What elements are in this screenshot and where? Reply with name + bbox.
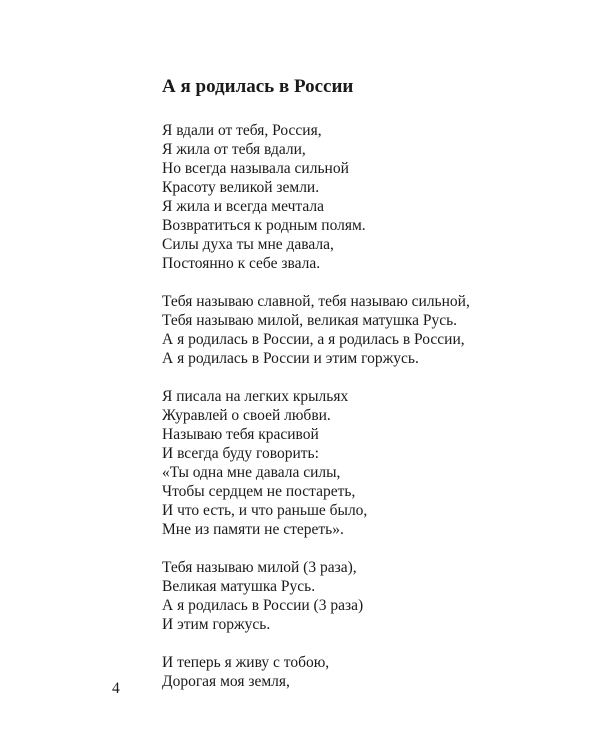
poem-body: [162, 121, 562, 710]
poem-line: Возвратиться к родным полям.: [162, 217, 366, 234]
page-number: 4: [112, 680, 120, 697]
stanza: [162, 121, 562, 273]
stanza: [162, 387, 562, 539]
poem-line: Тебя называю милой, великая матушка Русь.: [162, 312, 458, 329]
poem-line: И теперь я живу с тобою,: [162, 654, 330, 671]
poem-line: И этим горжусь.: [162, 616, 271, 633]
poem-line: Мне из памяти не стереть».: [162, 521, 344, 538]
poem-line: «Ты одна мне давала силы,: [162, 464, 341, 481]
poem-line: Тебя называю славной, тебя называю сильной,: [162, 293, 470, 310]
poem-line: А я родилась в России, а я родилась в России,: [162, 331, 465, 348]
poem-line: Я вдали от тебя, Россия,: [162, 122, 322, 139]
poem-line: Великая матушка Русь.: [162, 578, 316, 595]
poem-line: И что есть, и что раньше было,: [162, 502, 368, 519]
poem-line: Силы духа ты мне давала,: [162, 236, 334, 253]
poem-line: И всегда буду говорить:: [162, 445, 319, 462]
poem-line: А я родилась в России и этим горжусь.: [162, 350, 419, 367]
poem-line: А я родилась в России (3 раза): [162, 597, 364, 614]
poem-line: Журавлей о своей любви.: [162, 407, 331, 424]
poem-line: Я писала на легких крыльях: [162, 388, 349, 405]
poem-title: А я родилась в России: [162, 76, 354, 97]
stanza: [162, 653, 562, 691]
poem-line: Постоянно к себе звала.: [162, 255, 321, 272]
stanza: [162, 558, 562, 634]
poem-line: Я жила от тебя вдали,: [162, 141, 306, 158]
poem-line: Называю тебя красивой: [162, 426, 319, 443]
poem-line: Тебя называю милой (3 раза),: [162, 559, 357, 576]
poem-line: Чтобы сердцем не постареть,: [162, 483, 356, 500]
poem-line: Дорогая моя земля,: [162, 673, 290, 690]
stanza: [162, 292, 562, 368]
poem-line: Красоту великой земли.: [162, 179, 320, 196]
poem-line: Но всегда называла сильной: [162, 160, 349, 177]
poem-line: Я жила и всегда мечтала: [162, 198, 324, 215]
